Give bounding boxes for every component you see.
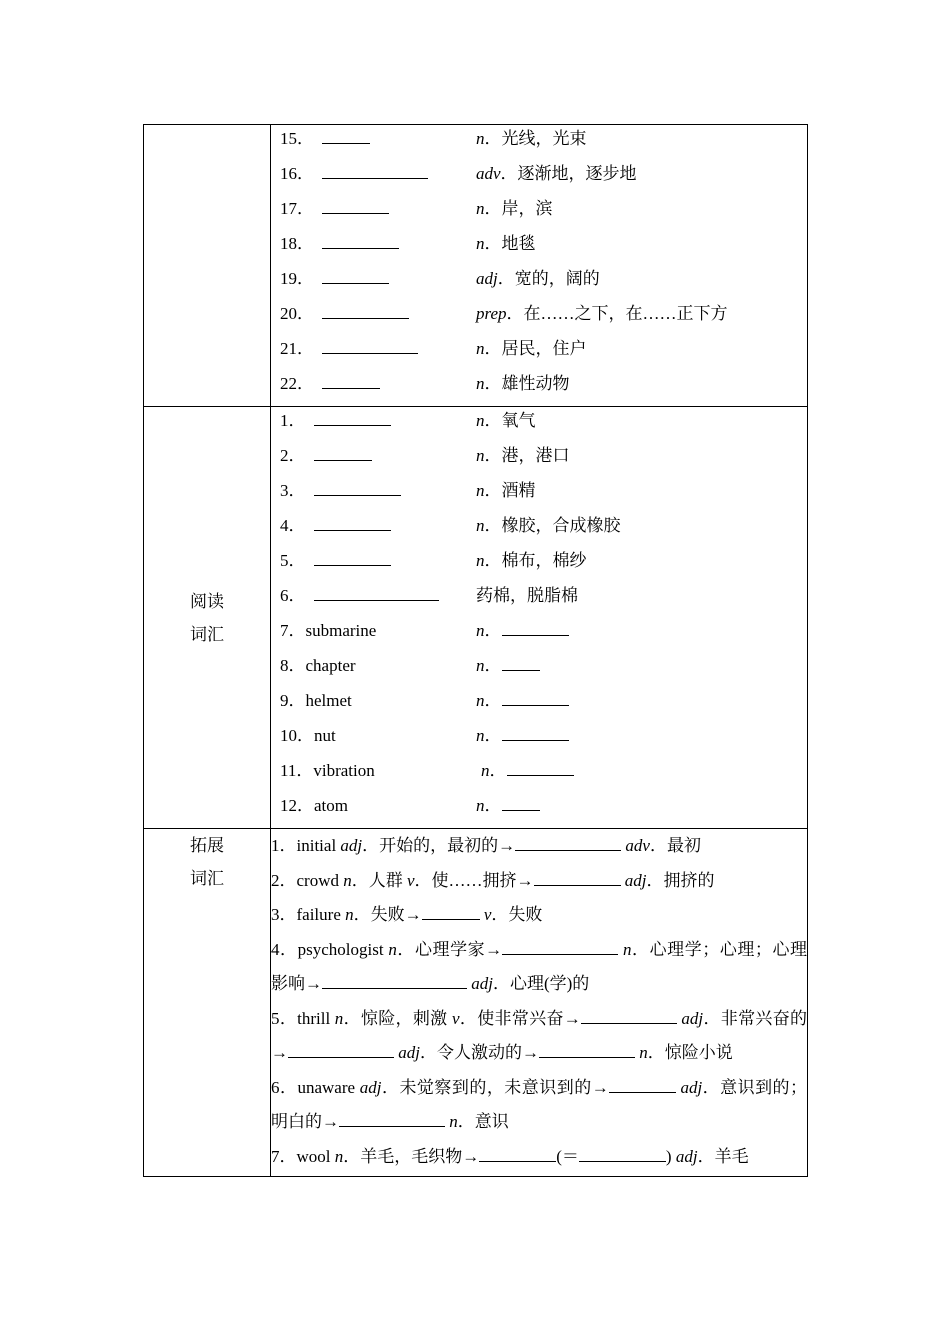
item-number: 2． <box>280 446 306 465</box>
vocab-row <box>271 443 807 478</box>
item-number: 6． <box>280 586 306 605</box>
extension-item: 5．thrill n．惊险，刺激 v．使非常兴奋→ adj．非常兴奋的→ adj．令人激动的→ n．惊险小说 <box>271 1008 808 1062</box>
section-continued <box>144 125 808 407</box>
meaning: ．地毯 <box>484 234 536 253</box>
item-number: 10． <box>280 726 314 745</box>
label-line: 词汇 <box>190 869 224 888</box>
answer-blank[interactable] <box>322 372 380 389</box>
part-of-speech: n <box>476 339 485 358</box>
part-of-speech: n <box>476 726 485 745</box>
section-label-extended <box>144 829 271 1177</box>
meaning: ． <box>484 726 502 745</box>
meaning: ．逐渐地，逐步地 <box>500 164 637 183</box>
extension-item: 1．initial adj．开始的，最初的→ adv．最初 <box>271 836 701 855</box>
meaning: ． <box>484 656 502 675</box>
extension-item: 2．crowd n．人群 v．使……拥挤→ adj．拥挤的 <box>271 870 715 890</box>
item-number: 11． <box>280 761 314 780</box>
vocab-row <box>271 266 807 301</box>
extension-item: 3．failure n．失败→ v．失败 <box>271 905 543 924</box>
meaning: ．岸，滨 <box>484 199 553 218</box>
answer-blank[interactable] <box>322 127 370 144</box>
meaning: ． <box>484 621 502 640</box>
english-word: nut <box>314 726 336 745</box>
part-of-speech: n <box>476 516 485 535</box>
vocab-row <box>271 231 807 266</box>
part-of-speech: n <box>476 129 485 148</box>
item-number: 3． <box>280 481 306 500</box>
answer-blank[interactable] <box>322 337 418 354</box>
item-number: 5． <box>280 551 306 570</box>
answer-blank[interactable] <box>314 514 391 531</box>
vocab-row <box>271 758 807 793</box>
answer-blank[interactable] <box>579 1145 666 1162</box>
vocab-row <box>271 126 807 161</box>
part-of-speech: n <box>476 481 485 500</box>
part-of-speech: adv <box>476 164 501 183</box>
answer-blank[interactable] <box>502 938 618 955</box>
part-of-speech: n <box>476 199 485 218</box>
extension-item: 4．psychologist n．心理学家→ n．心理学；心理；心理影响→ adj．心理(学)的 <box>271 939 808 993</box>
answer-blank[interactable] <box>288 1041 394 1058</box>
label-line: 词汇 <box>190 624 224 644</box>
item-number: 8． <box>280 656 306 675</box>
answer-blank[interactable] <box>322 162 428 179</box>
item-number: 12． <box>280 796 314 815</box>
meaning: ． <box>484 796 502 815</box>
vocabulary-table <box>143 124 808 1177</box>
english-word: chapter <box>305 656 356 675</box>
answer-blank[interactable] <box>581 1007 677 1024</box>
answer-blank[interactable] <box>322 267 389 284</box>
vocab-row <box>271 688 807 723</box>
section-label-reading <box>144 407 271 829</box>
label-line: 阅读 <box>190 591 224 611</box>
meaning: ．橡胶，合成橡胶 <box>484 516 621 535</box>
answer-blank[interactable] <box>322 972 467 989</box>
meaning: ．氧气 <box>484 411 536 430</box>
section-reading-vocabulary <box>144 407 808 829</box>
answer-blank[interactable] <box>502 689 569 706</box>
meaning: ．港，港口 <box>484 446 570 465</box>
english-word: vibration <box>313 761 375 780</box>
part-of-speech: n <box>476 691 485 710</box>
english-word: helmet <box>305 691 352 710</box>
extension-item: 6．unaware adj．未觉察到的，未意识到的→ adj．意识到的；明白的→ n．意识 <box>271 1077 808 1131</box>
answer-blank[interactable] <box>314 584 439 601</box>
vocab-row <box>271 371 807 406</box>
answer-blank[interactable] <box>502 619 569 636</box>
answer-blank[interactable] <box>479 1145 556 1162</box>
item-number: 19． <box>280 269 314 288</box>
meaning: ． <box>489 761 507 780</box>
label-line: 拓展 <box>190 836 224 855</box>
answer-blank[interactable] <box>502 794 540 811</box>
item-number: 7． <box>280 621 306 640</box>
meaning: ．光线，光束 <box>484 129 587 148</box>
answer-blank[interactable] <box>314 444 372 461</box>
meaning: ．宽的，阔的 <box>497 269 600 288</box>
part-of-speech: adj <box>476 269 498 288</box>
part-of-speech: n <box>476 374 485 393</box>
item-number: 17． <box>280 199 314 218</box>
english-word: atom <box>314 796 348 815</box>
section-content <box>271 407 808 829</box>
meaning: ．酒精 <box>484 481 536 500</box>
part-of-speech: n <box>476 656 485 675</box>
section-content <box>271 829 808 1177</box>
english-word: submarine <box>305 621 377 640</box>
vocab-row <box>271 478 807 513</box>
item-number: 21． <box>280 339 314 358</box>
answer-blank[interactable] <box>502 654 540 671</box>
item-number: 15． <box>280 129 314 148</box>
answer-blank[interactable] <box>322 232 399 249</box>
section-extended-vocabulary <box>144 829 808 1177</box>
part-of-speech: prep <box>476 304 507 323</box>
meaning: ．在……之下，在……正下方 <box>506 304 728 323</box>
vocab-row <box>271 793 807 828</box>
meaning: 药棉，脱脂棉 <box>476 586 578 605</box>
answer-blank[interactable] <box>502 724 569 741</box>
section-label-empty <box>144 125 271 407</box>
item-number: 18． <box>280 234 314 253</box>
answer-blank[interactable] <box>322 302 409 319</box>
vocab-row <box>271 723 807 758</box>
part-of-speech: n <box>476 446 485 465</box>
extension-item: 7．wool n．羊毛，毛织物→ (＝ ) adj．羊毛 <box>271 1146 749 1166</box>
answer-blank[interactable] <box>339 1110 445 1127</box>
vocab-row <box>271 618 807 653</box>
answer-blank[interactable] <box>539 1041 635 1058</box>
meaning: ． <box>484 691 502 710</box>
vocab-row <box>271 336 807 371</box>
section-content <box>271 125 808 407</box>
part-of-speech: n <box>476 796 485 815</box>
answer-blank[interactable] <box>322 197 389 214</box>
item-number: 20． <box>280 304 314 323</box>
meaning: ．雄性动物 <box>484 374 570 393</box>
vocab-row <box>271 161 807 196</box>
answer-blank[interactable] <box>314 409 391 426</box>
vocab-row <box>271 583 807 618</box>
answer-blank[interactable] <box>422 903 480 920</box>
answer-blank[interactable] <box>534 869 621 886</box>
answer-blank[interactable] <box>314 479 401 496</box>
vocab-row <box>271 301 807 336</box>
vocab-row <box>271 408 807 443</box>
meaning: ．棉布，棉纱 <box>484 551 587 570</box>
vocab-row <box>271 653 807 688</box>
answer-blank[interactable] <box>515 834 621 851</box>
item-number: 22． <box>280 374 314 393</box>
part-of-speech: n <box>476 411 485 430</box>
part-of-speech: n <box>476 621 485 640</box>
part-of-speech: n <box>476 551 485 570</box>
vocab-row <box>271 513 807 548</box>
vocab-row <box>271 548 807 583</box>
part-of-speech: n <box>481 761 490 780</box>
answer-blank[interactable] <box>609 1076 676 1093</box>
part-of-speech: n <box>476 234 485 253</box>
answer-blank[interactable] <box>314 549 391 566</box>
item-number: 9． <box>280 691 306 710</box>
answer-blank[interactable] <box>507 759 574 776</box>
item-number: 4． <box>280 516 306 535</box>
item-number: 1． <box>280 411 306 430</box>
vocab-row <box>271 196 807 231</box>
meaning: ．居民，住户 <box>484 339 587 358</box>
item-number: 16． <box>280 164 314 183</box>
